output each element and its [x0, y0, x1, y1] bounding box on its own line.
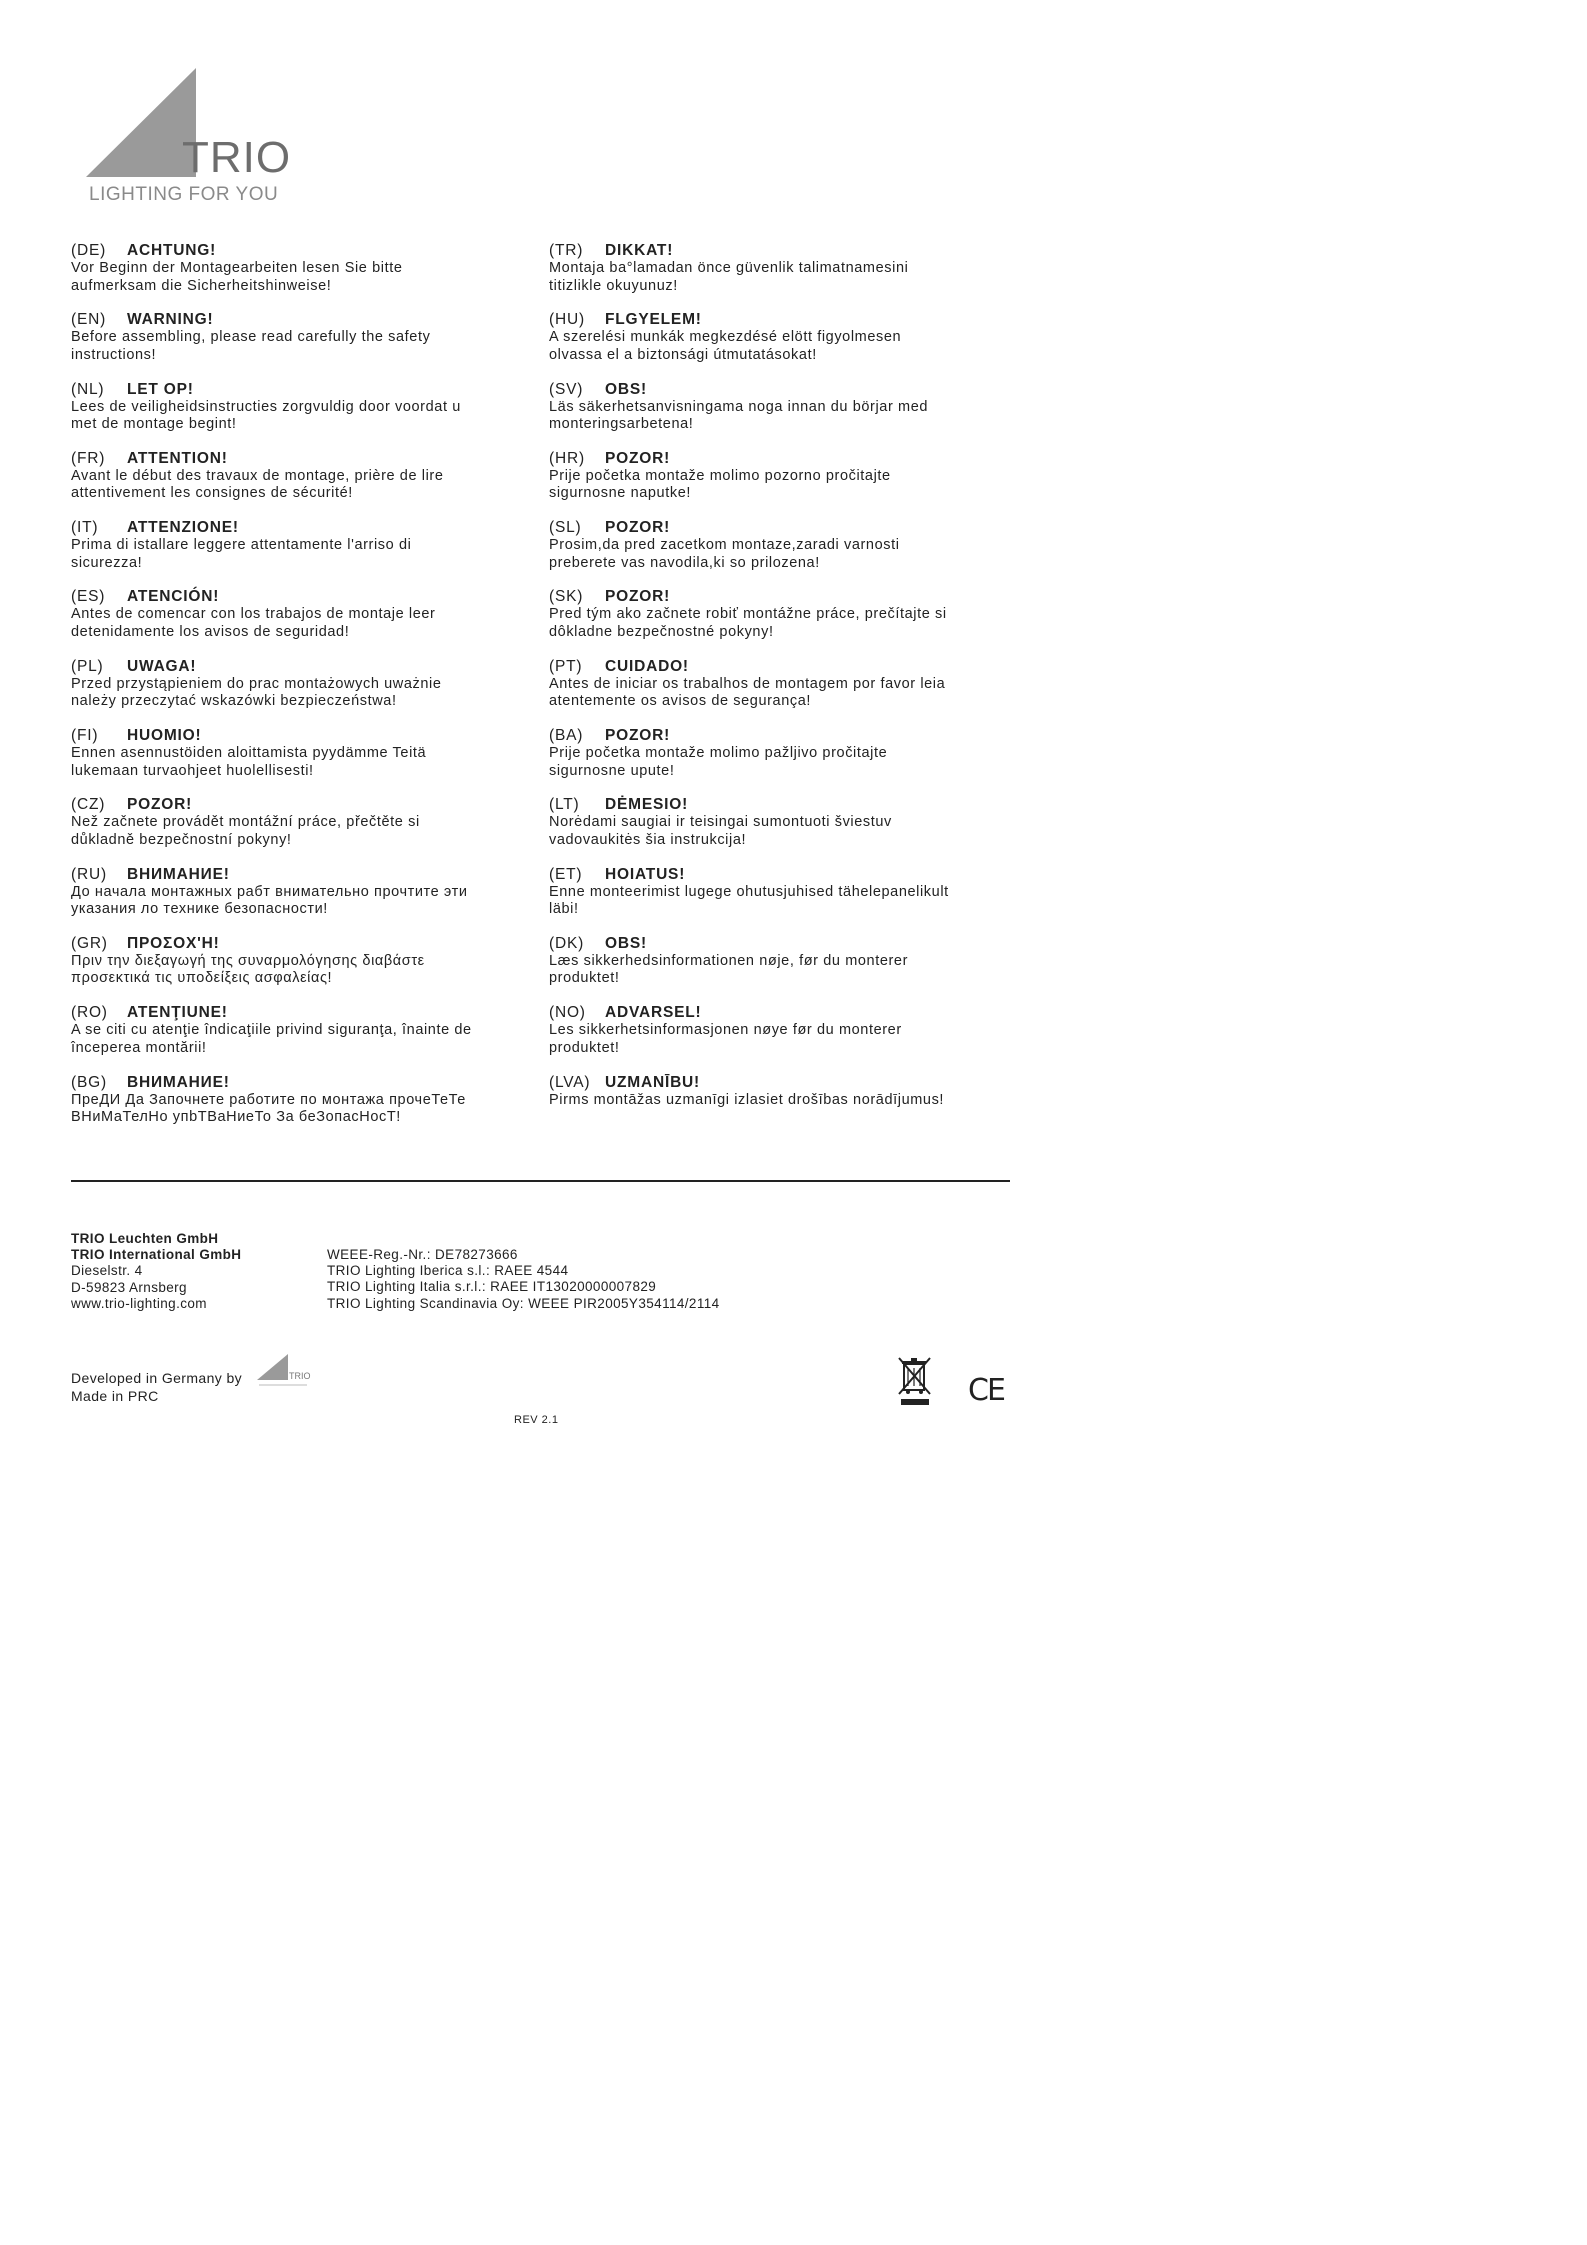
warning-text-line: produktet! [549, 1039, 620, 1056]
warning-heading [71, 381, 541, 399]
warning-text-line: detenidamente los avisos de seguridad! [71, 623, 350, 640]
warning-heading [71, 588, 541, 606]
warning-title: UZMANĪBU! [605, 1073, 701, 1091]
company-street: Dieselstr. 4 [71, 1263, 143, 1279]
language-code: (LT) [549, 796, 580, 814]
warning-block [71, 311, 541, 380]
warning-block [549, 450, 1019, 519]
warning-text-line: Montaja ba°lamadan önce güvenlik talimatnamesini [549, 260, 909, 276]
warning-title: POZOR! [605, 588, 671, 606]
warning-text-line: instructions! [71, 346, 157, 363]
warning-heading [549, 519, 1019, 537]
language-code: (IT) [71, 519, 99, 537]
warning-text-line: sicurezza! [71, 554, 143, 571]
language-code: (GR) [71, 934, 108, 952]
warning-text-line: До начала монтажных рабт внимательно прочтите эти [71, 883, 468, 900]
warning-block [549, 658, 1019, 727]
warning-heading [71, 1004, 541, 1022]
warning-heading [549, 1004, 1019, 1022]
warning-text-line: ВНиМаТелНо упbТВаНиеТо За беЗопасНосТ! [71, 1109, 401, 1126]
warning-text-line: produktet! [549, 970, 620, 987]
warning-heading [71, 519, 541, 537]
weee-line: WEEE-Reg.-Nr.: DE78273666 [327, 1247, 518, 1262]
warning-heading [549, 866, 1019, 884]
language-code: (SV) [549, 380, 584, 398]
warning-title: ΠΡΟΣΟΧ'Η! [127, 934, 220, 952]
warning-title: WARNING! [127, 311, 214, 329]
warning-heading [549, 727, 1019, 745]
warning-text-line: Norėdami saugiai ir teisingai sumontuoti šviestuv [549, 814, 892, 831]
warning-title: LET OP! [127, 380, 194, 398]
warning-text-line: attentivement les consignes de sécurité! [71, 485, 353, 502]
ce-mark-icon: CE [968, 1373, 1004, 1408]
warning-text-line: începerea montării! [71, 1039, 207, 1056]
language-code: (BG) [71, 1073, 107, 1091]
warning-title: OBS! [605, 934, 647, 952]
warning-text-line: ПреДИ Да Започнете работите по монтажа прочеТеТе [71, 1091, 466, 1108]
warning-block [549, 242, 1019, 311]
warning-text-line: Enne monteerimist lugege ohutusjuhised tähelepanelikult [549, 883, 949, 900]
warning-block [549, 1004, 1019, 1073]
warning-heading [71, 450, 541, 468]
warning-text-line: aufmerksam die Sicherheitshinweise! [71, 277, 332, 294]
language-code: (BA) [549, 727, 584, 745]
warning-title: OBS! [605, 380, 647, 398]
warning-heading [71, 1074, 541, 1092]
warning-title: POZOR! [605, 449, 671, 467]
warning-heading [549, 1074, 1019, 1092]
warning-text-line: Les sikkerhetsinformasjonen nøye før du monterer [549, 1022, 902, 1039]
warning-text-line: sigurnosne upute! [549, 762, 675, 779]
brand-name: TRIO [182, 133, 292, 182]
warning-heading [549, 311, 1019, 329]
language-code: (HR) [549, 449, 585, 467]
warning-title: ATENŢIUNE! [127, 1004, 228, 1022]
warning-block [549, 727, 1019, 796]
warning-title: POZOR! [605, 727, 671, 745]
warning-text-line: Pred tým ako začnete robiť montážne práce, prečítajte si [549, 606, 947, 623]
warnings-left-column [71, 242, 541, 1143]
warnings-right-column [549, 242, 1019, 1143]
language-code: (LVA) [549, 1073, 591, 1091]
language-code: (SK) [549, 588, 584, 606]
warning-block [71, 658, 541, 727]
warning-heading [549, 242, 1019, 260]
warning-text-line: Prosim,da pred zacetkom montaze,zaradi varnosti [549, 537, 900, 554]
warning-title: ВНИМАНИЕ! [127, 1073, 230, 1091]
warning-text-line: Avant le début des travaux de montage, prière de lire [71, 467, 444, 484]
warning-text-line: dôkladne bezpečnostné pokyny! [549, 623, 774, 640]
warning-text-line: monteringsarbetena! [549, 416, 694, 433]
warning-text-line: atentemente os avisos de segurança! [549, 693, 812, 710]
warning-heading [71, 796, 541, 814]
warning-heading [71, 727, 541, 745]
warning-heading [549, 450, 1019, 468]
warning-title: HUOMIO! [127, 727, 202, 745]
warning-block [71, 1004, 541, 1073]
warning-text-line: Prije početka montaže molimo pozorno pročitajte [549, 467, 891, 484]
warning-text-line: Pirms montāžas uzmanīgi izlasiet drošības norādījumus! [549, 1091, 945, 1108]
revision-label: REV 2.1 [514, 1414, 559, 1426]
warning-text-line: należy przeczytać wskazówki bezpieczeństwa! [71, 693, 397, 710]
warning-block [549, 311, 1019, 380]
weee-line: TRIO Lighting Scandinavia Oy: WEEE PIR2005Y354114/2114 [327, 1295, 720, 1311]
language-code: (DK) [549, 934, 585, 952]
warning-text-line: указания ло технике безопасности! [71, 901, 328, 918]
warning-block [71, 588, 541, 657]
warning-text-line: důkladně bezpečnostní pokyny! [71, 831, 292, 848]
warning-block [549, 588, 1019, 657]
origin-info [71, 1369, 242, 1405]
language-code: (CZ) [71, 796, 106, 814]
warning-title: ACHTUNG! [127, 242, 217, 259]
warning-heading [71, 658, 541, 676]
warning-block [549, 1074, 1019, 1143]
language-code: (NL) [71, 380, 105, 398]
language-code: (FI) [71, 727, 99, 745]
language-code: (ET) [549, 865, 583, 883]
warning-text-line: läbi! [549, 901, 579, 918]
warning-text-line: Vor Beginn der Montagearbeiten lesen Sie bitte [71, 260, 403, 276]
language-code: (EN) [71, 311, 107, 329]
language-code: (TR) [549, 242, 584, 259]
warning-text-line: A se citi cu atenţie îndicaţiile privind siguranţa, înainte de [71, 1022, 472, 1039]
warning-text-line: titizlikle okuyunuz! [549, 277, 678, 294]
language-code: (RU) [71, 865, 107, 883]
warning-title: POZOR! [605, 519, 671, 537]
warning-text-line: Prima di istallare leggere attentamente l'arriso di [71, 537, 412, 554]
warning-text-line: lukemaan turvaohjeet huolellisesti! [71, 762, 314, 779]
warning-text-line: vadovaukitės šia instrukcija! [549, 831, 747, 848]
warning-text-line: olvassa el a biztonsági útmutatásokat! [549, 346, 817, 363]
company-city: D-59823 Arnsberg [71, 1279, 187, 1295]
warning-heading [71, 242, 541, 260]
warning-block [549, 935, 1019, 1004]
weee-registrations [327, 1247, 720, 1312]
warning-text-line: Πριν την διεξαγωγή της συναρμολόγησης διαβάστε [71, 952, 425, 969]
warning-block [71, 727, 541, 796]
warning-text-line: Przed przystąpieniem do prac montażowych uważnie [71, 675, 442, 692]
warning-title: DIKKAT! [605, 242, 674, 259]
warning-title: ATTENZIONE! [127, 519, 239, 537]
company-address [71, 1231, 241, 1312]
warning-text-line: Než začnete provádět montážní práce, přečtěte si [71, 814, 420, 831]
warning-block [549, 796, 1019, 865]
warning-text-line: sigurnosne naputke! [549, 485, 691, 502]
warning-title: CUIDADO! [605, 657, 689, 675]
warning-block [71, 935, 541, 1004]
warning-title: FLGYELEM! [605, 311, 702, 329]
language-code: (DE) [71, 242, 107, 259]
warning-heading [71, 311, 541, 329]
warning-block [71, 866, 541, 935]
warning-title: ADVARSEL! [605, 1004, 702, 1022]
warning-title: UWAGA! [127, 657, 197, 675]
warning-heading [71, 935, 541, 953]
trio-mini-logo-icon [255, 1352, 311, 1392]
warning-text-line: Antes de iniciar os trabalhos de montagem por favor leia [549, 675, 946, 692]
warning-text-line: Prije početka montaže molimo pažljivo pročitajte [549, 745, 888, 762]
warning-text-line: Lees de veiligheidsinstructies zorgvuldig door voordat u [71, 398, 461, 415]
warning-title: ВНИМАНИЕ! [127, 865, 230, 883]
warning-text-line: Ennen asennustöiden aloittamista pyydämme Teitä [71, 745, 427, 762]
language-code: (ES) [71, 588, 106, 606]
brand-tagline: LIGHTING FOR YOU [89, 184, 279, 205]
language-code: (HU) [549, 311, 585, 329]
warning-block [549, 519, 1019, 588]
warning-block [71, 519, 541, 588]
warning-heading [549, 658, 1019, 676]
mini-logo-text: TRIO [289, 1371, 311, 1381]
warning-text-line: A szerelési munkák megkezdésé elött figyolmesen [549, 329, 902, 346]
warning-text-line: προσεκτικά τις υποδείξεις ασφαλείας! [71, 970, 333, 987]
language-code: (PL) [71, 657, 104, 675]
warning-block [71, 1074, 541, 1143]
warning-text-line: Læs sikkerhedsinformationen nøje, før du monterer [549, 952, 909, 969]
weee-line: TRIO Lighting Italia s.r.l.: RAEE IT13020000007829 [327, 1279, 657, 1295]
warning-title: ATTENTION! [127, 449, 228, 467]
language-code: (RO) [71, 1004, 108, 1022]
warning-text-line: Antes de comencar con los trabajos de montaje leer [71, 606, 436, 623]
developed-in-text: Developed in Germany by [71, 1370, 243, 1386]
warning-text-line: Läs säkerhetsanvisningama noga innan du börjar med [549, 398, 929, 415]
weee-bin-icon [898, 1356, 932, 1406]
warning-heading [549, 588, 1019, 606]
language-code: (NO) [549, 1004, 586, 1022]
warning-text-line: preberete vas navodila,ki so prilozena! [549, 554, 820, 571]
warning-title: ATENCIÓN! [127, 588, 220, 606]
language-code: (PT) [549, 657, 583, 675]
company-website: www.trio-lighting.com [71, 1295, 207, 1311]
company-name-2: TRIO International GmbH [71, 1247, 242, 1263]
warning-block [71, 381, 541, 450]
weee-line: TRIO Lighting Iberica s.l.: RAEE 4544 [327, 1263, 569, 1279]
warning-heading [549, 796, 1019, 814]
warning-block [549, 381, 1019, 450]
warning-text-line: Before assembling, please read carefully the safety [71, 329, 431, 346]
warning-title: DĖMESIO! [605, 796, 689, 814]
warning-block [71, 450, 541, 519]
made-in-text: Made in PRC [71, 1388, 159, 1404]
warning-heading [549, 935, 1019, 953]
warning-title: HOIATUS! [605, 865, 686, 883]
warning-text-line: met de montage begint! [71, 416, 237, 433]
language-code: (FR) [71, 449, 106, 467]
divider-rule [71, 1180, 1010, 1182]
language-code: (SL) [549, 519, 582, 537]
warning-heading [549, 381, 1019, 399]
warning-block [71, 796, 541, 865]
company-name-1: TRIO Leuchten GmbH [71, 1231, 219, 1246]
warning-block [549, 866, 1019, 935]
warning-heading [71, 866, 541, 884]
warning-title: POZOR! [127, 796, 193, 814]
warning-block [71, 242, 541, 311]
